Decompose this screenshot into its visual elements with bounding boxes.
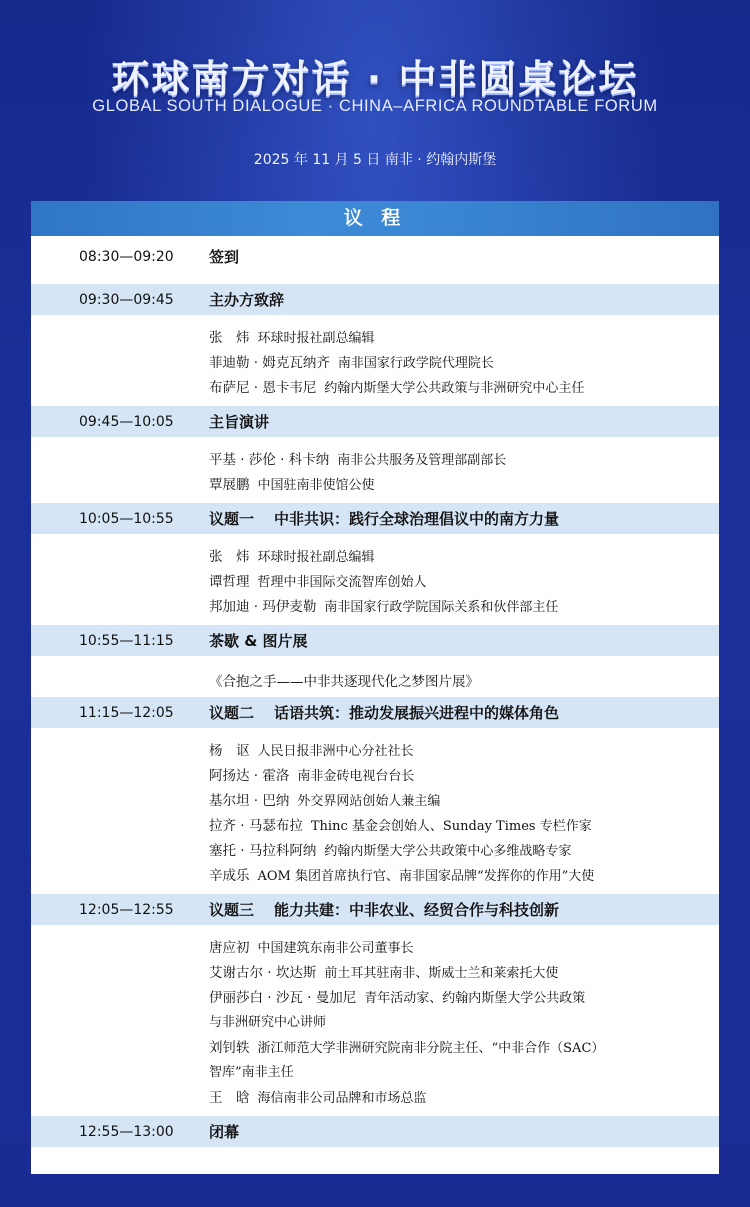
agenda-time-row bbox=[31, 697, 719, 728]
exhibition-title: 《合抱之手——中非共逐现代化之梦图片展》 bbox=[209, 674, 479, 690]
speaker-name: 拉齐 · 马瑟布拉 bbox=[209, 818, 303, 834]
speaker-line bbox=[209, 473, 375, 493]
speaker-role-cont: 智库”南非主任 bbox=[209, 1065, 294, 1080]
speaker-line bbox=[209, 1086, 427, 1106]
speaker-line bbox=[209, 545, 375, 565]
session-title-text: 能力共建：中非农业、经贸合作与科技创新 bbox=[274, 901, 560, 919]
agenda-time-row bbox=[31, 406, 719, 437]
speaker-role-continued bbox=[209, 1011, 326, 1030]
speaker-role: 环球时报社副总编辑 bbox=[257, 331, 375, 346]
speaker-name: 塞托 · 马拉科阿纳 bbox=[209, 843, 317, 859]
speaker-name: 基尔坦 · 巴纳 bbox=[209, 793, 290, 809]
speaker-role: 青年活动家、约翰内斯堡大学公共政策 bbox=[364, 991, 586, 1006]
speaker-name: 邦加迪 · 玛伊麦勒 bbox=[209, 599, 317, 615]
session-title-text: 话语共筑：推动发展振兴进程中的媒体角色 bbox=[274, 704, 560, 722]
time-slot: 10:05—10:55 bbox=[79, 510, 174, 527]
speaker-name: 杨 讴 bbox=[209, 743, 250, 759]
speaker-line bbox=[209, 351, 494, 371]
speaker-role: 约翰内斯堡大学公共政策与非洲研究中心主任 bbox=[324, 381, 585, 396]
speaker-line bbox=[209, 764, 414, 784]
session-topic-label: 议题三 bbox=[209, 901, 255, 919]
session-title bbox=[209, 503, 559, 534]
agenda-time-row bbox=[31, 894, 719, 925]
speaker-role: 外交界网站创始人兼主编 bbox=[297, 794, 441, 809]
speaker-name: 布萨尼 · 恩卡韦尼 bbox=[209, 380, 317, 396]
speaker-name: 阿扬达 · 霍洛 bbox=[209, 768, 290, 784]
agenda-time-row bbox=[31, 241, 719, 272]
agenda-panel bbox=[31, 201, 719, 1174]
speaker-name: 张 炜 bbox=[209, 549, 250, 565]
agenda-time-row bbox=[31, 1116, 719, 1147]
speaker-block bbox=[31, 728, 719, 894]
forum-title-english: GLOBAL SOUTH DIALOGUE · CHINA–AFRICA ROUNDTABLE FORUM bbox=[92, 97, 658, 115]
speaker-name: 菲迪勒 · 姆克瓦纳齐 bbox=[209, 355, 330, 371]
speaker-name: 谭哲理 bbox=[209, 574, 250, 590]
speaker-block bbox=[31, 437, 719, 503]
speaker-name: 伊丽莎白 · 沙瓦 · 曼加尼 bbox=[209, 990, 357, 1006]
speaker-name: 平基 · 莎伦 · 科卡纳 bbox=[209, 452, 330, 468]
speaker-line bbox=[209, 839, 571, 859]
speaker-name: 辛成乐 bbox=[209, 868, 250, 884]
speaker-role: 哲理中非国际交流智库创始人 bbox=[257, 575, 427, 590]
speaker-line bbox=[209, 376, 584, 396]
speaker-role-cont: 与非洲研究中心讲师 bbox=[209, 1015, 327, 1030]
speaker-block bbox=[31, 925, 719, 1116]
speaker-role: 约翰内斯堡大学公共政策中心多维战略专家 bbox=[324, 844, 572, 859]
speaker-role: 中国建筑东南非公司董事长 bbox=[257, 941, 414, 956]
speaker-block bbox=[31, 656, 719, 697]
speaker-role: 海信南非公司品牌和市场总监 bbox=[257, 1091, 427, 1106]
speaker-name: 艾谢古尔 · 坎达斯 bbox=[209, 965, 317, 981]
session-topic-label: 议题二 bbox=[209, 704, 255, 722]
session-title bbox=[209, 241, 239, 272]
speaker-line bbox=[209, 961, 558, 981]
speaker-line bbox=[209, 570, 427, 590]
agenda-time-row bbox=[31, 284, 719, 315]
session-title bbox=[209, 406, 269, 437]
speaker-line bbox=[209, 448, 506, 468]
time-slot: 09:30—09:45 bbox=[79, 291, 174, 308]
session-topic-label: 议题一 bbox=[209, 510, 255, 528]
time-slot: 10:55—11:15 bbox=[79, 632, 174, 649]
session-title-text: 茶歇 & 图片展 bbox=[209, 632, 308, 650]
speaker-role-continued bbox=[209, 1061, 294, 1080]
speaker-role: 南非金砖电视台台长 bbox=[297, 769, 415, 784]
speaker-line bbox=[209, 739, 414, 759]
speaker-name: 王 晗 bbox=[209, 1090, 250, 1106]
agenda-time-row bbox=[31, 625, 719, 656]
speaker-role: 中国驻南非使馆公使 bbox=[257, 478, 375, 493]
speaker-line bbox=[209, 864, 594, 884]
speaker-role: 南非国家行政学院国际关系和伙伴部主任 bbox=[324, 600, 559, 615]
agenda-heading: 议 程 bbox=[31, 201, 719, 236]
speaker-role: Thinc 基金会创始人、Sunday Times 专栏作家 bbox=[310, 819, 592, 834]
speaker-name: 张 炜 bbox=[209, 330, 250, 346]
speaker-line bbox=[209, 814, 592, 834]
session-title-text: 中非共识：践行全球治理倡议中的南方力量 bbox=[274, 510, 560, 528]
session-title bbox=[209, 697, 559, 728]
session-title-text: 签到 bbox=[209, 248, 240, 266]
time-slot: 12:55—13:00 bbox=[79, 1123, 174, 1140]
session-title-text: 主办方致辞 bbox=[209, 291, 285, 309]
speaker-role: 环球时报社副总编辑 bbox=[257, 550, 375, 565]
session-title bbox=[209, 894, 559, 925]
speaker-line bbox=[209, 595, 558, 615]
forum-title-chinese: 环球南方对话 · 中非圆桌论坛 bbox=[111, 57, 639, 101]
speaker-name: 覃展鹏 bbox=[209, 477, 250, 493]
agenda-time-row bbox=[31, 503, 719, 534]
session-title bbox=[209, 625, 308, 656]
speaker-name: 刘钊轶 bbox=[209, 1040, 250, 1056]
header bbox=[0, 0, 750, 200]
speaker-block bbox=[31, 534, 719, 625]
speaker-role: 南非国家行政学院代理院长 bbox=[337, 356, 494, 371]
speaker-name: 唐应初 bbox=[209, 940, 250, 956]
speaker-line bbox=[209, 1036, 604, 1056]
session-title bbox=[209, 284, 284, 315]
date-location: 2025 年 11 月 5 日 南非 · 约翰内斯堡 bbox=[253, 152, 497, 168]
time-slot: 09:45—10:05 bbox=[79, 413, 174, 430]
session-title-text: 主旨演讲 bbox=[209, 413, 270, 431]
speaker-role: 南非公共服务及管理部副部长 bbox=[337, 453, 507, 468]
speaker-role: AOM 集团首席执行官、南非国家品牌“发挥你的作用”大使 bbox=[257, 869, 595, 884]
speaker-block bbox=[31, 315, 719, 406]
session-title-text: 闭幕 bbox=[209, 1123, 240, 1141]
speaker-role: 人民日报非洲中心分社社长 bbox=[257, 744, 414, 759]
speaker-line bbox=[209, 986, 585, 1006]
time-slot: 08:30—09:20 bbox=[79, 248, 174, 265]
time-slot: 12:05—12:55 bbox=[79, 901, 174, 918]
speaker-role: 前土耳其驻南非、斯威士兰和莱索托大使 bbox=[324, 966, 559, 981]
speaker-line bbox=[209, 326, 375, 346]
speaker-line bbox=[209, 789, 440, 809]
speaker-role: 浙江师范大学非洲研究院南非分院主任、“中非合作（SAC） bbox=[257, 1041, 605, 1056]
time-slot: 11:15—12:05 bbox=[79, 704, 174, 721]
session-title bbox=[209, 1116, 239, 1147]
speaker-line bbox=[209, 936, 414, 956]
